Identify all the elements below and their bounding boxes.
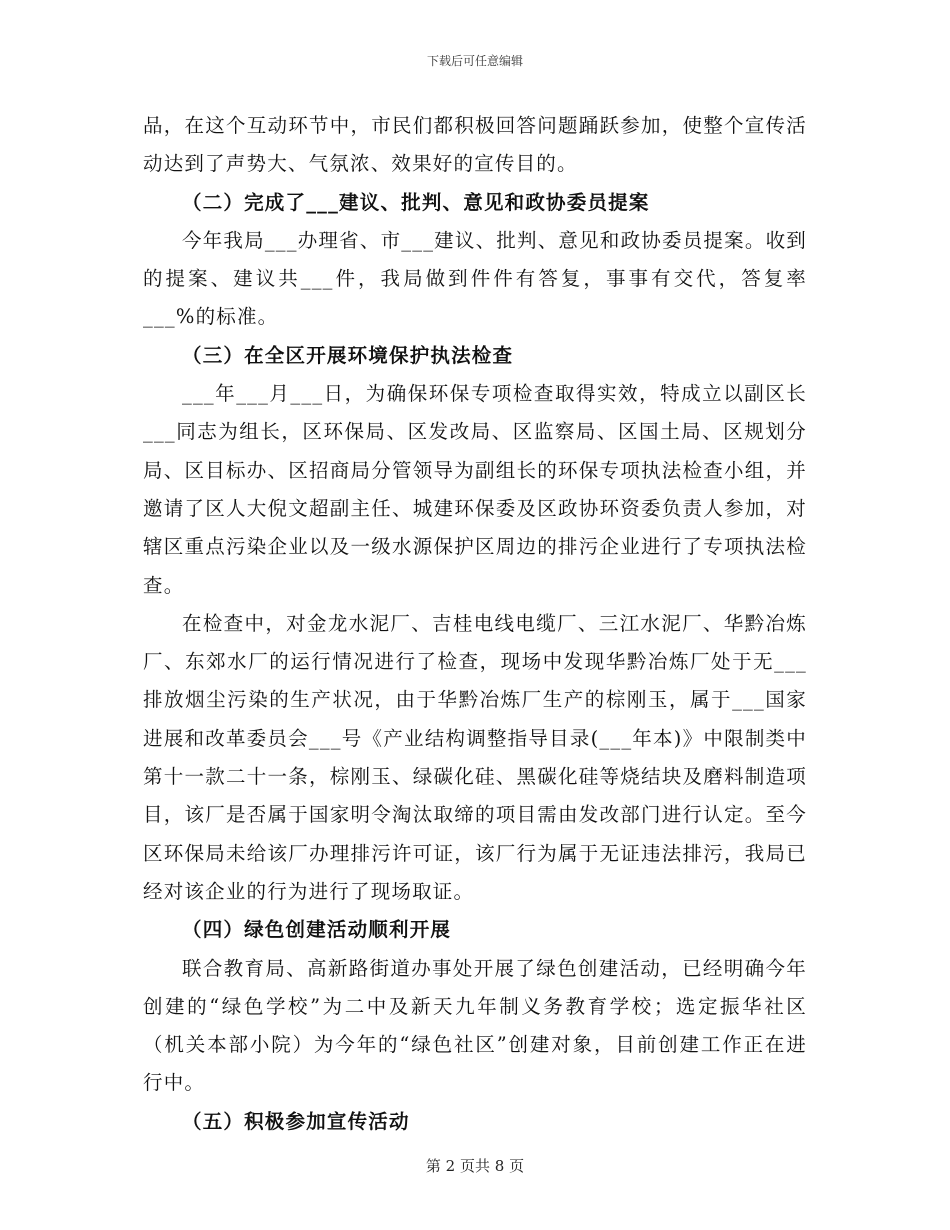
section-heading-5: （五）积极参加宣传活动 [182, 1109, 410, 1133]
section-heading-4: （四）绿色创建活动顺利开展 [182, 918, 452, 942]
section-heading-3: （三）在全区开展环境保护执法检查 [182, 343, 514, 367]
page-number-footer: 第 2 页共 8 页 [425, 1157, 525, 1175]
paragraph-3b: 在检查中，对金龙水泥厂、吉桂电线电缆厂、三江水泥厂、华黔冶炼厂、东郊水厂的运行情况进行了检查，现场中发现华黔冶炼厂处于无___排放烟尘污染的生产状况，由于华黔冶炼厂生产的棕刚玉，属于___国家进展和改革委员会___号《产业结构调整指导目录(___年本)》中限制类中第十一款二十一条，棕刚玉、绿碳化硅、黑碳化硅等烧结块及磨料制造项目，该厂是否属于国家明令淘汰取缔的项目需由发改部门进行认定。至今区环保局未给该厂办理排污许可证，该厂行为属于无证违法排污，我局已经对该企业的行为进行了现场取证。 [143, 611, 807, 903]
paragraph-intro: 品，在这个互动环节中，市民们都积极回答问题踊跃参加，使整个宣传活动达到了声势大、气氛浓、效果好的宣传目的。 [143, 114, 807, 176]
paragraph-4: 联合教育局、高新路街道办事处开展了绿色创建活动，已经明确今年创建的“绿色学校”为二中及新天九年制义务教育学校；选定振华社区（机关本部小院）为今年的“绿色社区”创建对象，目前创建工作正在进行中。 [143, 956, 807, 1095]
page-header-note: 下载后可任意编辑 [426, 54, 523, 68]
document-body [143, 107, 807, 1141]
paragraph-3a: ___年___月___日，为确保环保专项检查取得实效，特成立以副区长___同志为组长，区环保局、区发改局、区监察局、区国土局、区规划分局、区目标办、区招商局分管领导为副组长的环保专项执法检查小组，并邀请了区人大倪文超副主任、城建环保委及区政协环资委负责人参加，对辖区重点污染企业以及一级水源保护区周边的排污企业进行了专项执法检查。 [143, 382, 807, 597]
paragraph-2: 今年我局___办理省、市___建议、批判、意见和政协委员提案。收到的提案、建议共___件，我局做到件件有答复，事事有交代，答复率___%的标准。 [143, 228, 807, 329]
section-heading-2: （二）完成了___建议、批判、意见和政协委员提案 [182, 190, 650, 214]
